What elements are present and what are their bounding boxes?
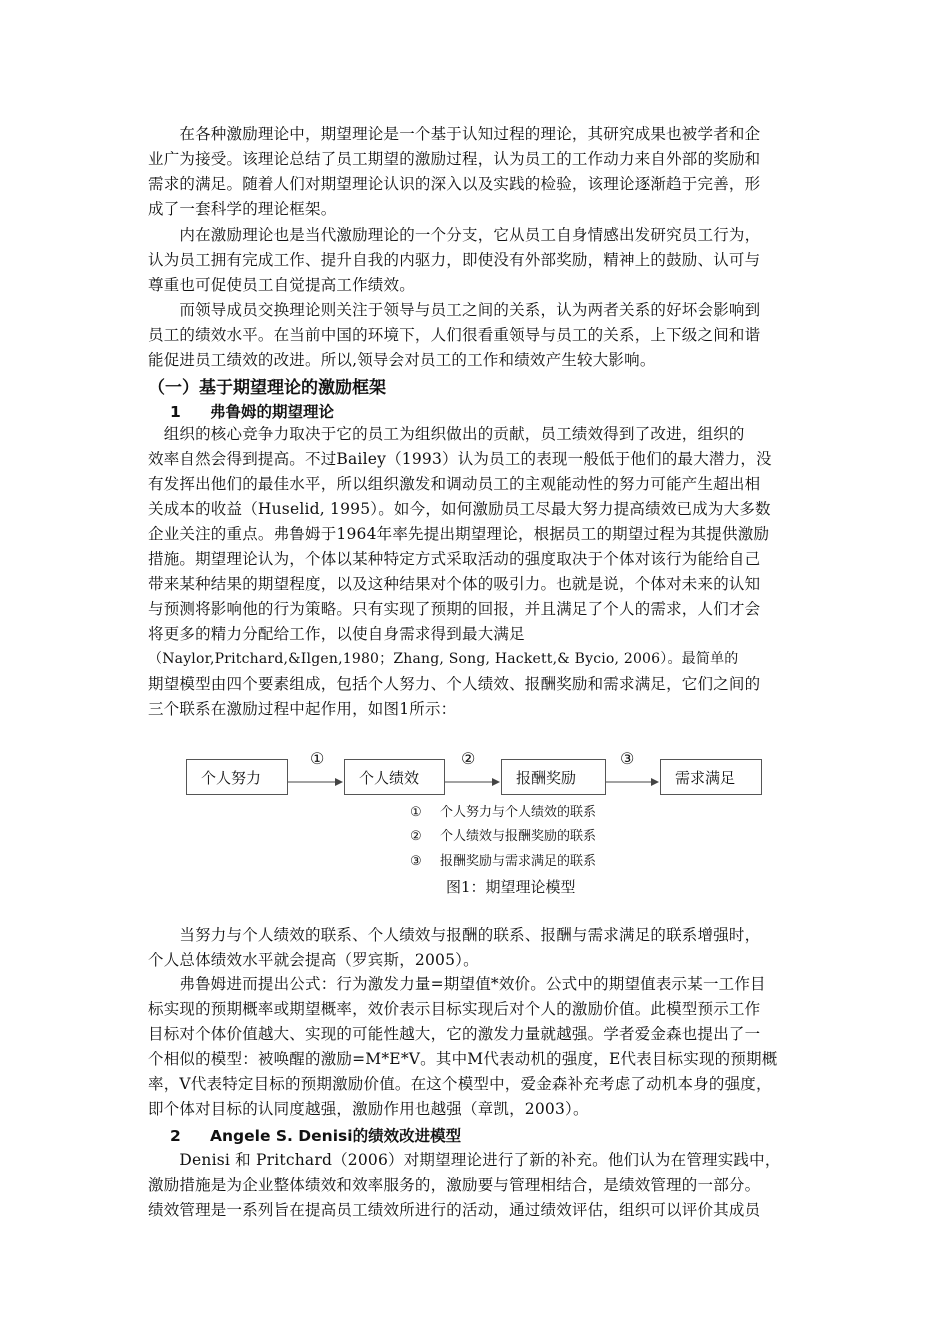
text-line: 成了一套科学的理论框架。 (148, 200, 337, 218)
legend-item (410, 825, 596, 844)
paragraph-4 (148, 422, 822, 722)
text-line: 个相似的模型：被唤醒的激励=M*E*V。其中M代表动机的强度，E代表目标实现的预期概 (148, 1050, 778, 1068)
text-line: 有发挥出他们的最佳水平，所以组织激发和调动员工的主观能动性的努力可能产生超出相 (148, 475, 761, 493)
text-line: （Naylor,Pritchard,&Ilgen,1980；Zhang, Song, Hackett,& Bycio, 2006）。最简单的 (148, 651, 739, 667)
box-personal-effort: 个人努力 (186, 759, 288, 795)
legend-item (410, 801, 596, 820)
legend-marker: ① (410, 805, 422, 820)
text-line: 标实现的预期概率或期望概率，效价表示目标实现后对个人的激励价值。此模型预示工作 (148, 1000, 761, 1018)
legend-marker: ③ (410, 854, 422, 869)
box-reward: 报酬奖励 (501, 759, 606, 795)
text-line: Denisi 和 Pritchard（2006）对期望理论进行了新的补充。他们认为在管理实践中， (148, 1151, 781, 1169)
legend-text: 报酬奖励与需求满足的联系 (440, 854, 597, 869)
link-marker-2: ② (461, 749, 476, 768)
legend-marker: ② (410, 829, 422, 844)
text-line: 个人总体绩效水平就会提高（罗宾斯，2005）。 (148, 951, 479, 969)
text-line: 组织的核心竞争力取决于它的员工为组织做出的贡献，员工绩效得到了改进，组织的 (148, 425, 745, 443)
text-line: 员工的绩效水平。在当前中国的环境下，人们很看重领导与员工的关系，上下级之间和谐 (148, 326, 761, 344)
subsection-title: 弗鲁姆的期望理论 (210, 403, 335, 421)
subsection-heading-2 (170, 1124, 461, 1146)
link-marker-3: ③ (620, 749, 635, 768)
text-line: 效率自然会得到提高。不过Bailey（1993）认为员工的表现一般低于他们的最大潜力，没 (148, 450, 772, 468)
box-need-satisfaction: 需求满足 (660, 759, 762, 795)
text-line: 认为员工拥有完成工作、提升自我的内驱力，即使没有外部奖励，精神上的鼓励、认可与 (148, 251, 761, 269)
paragraph-6 (148, 972, 822, 1122)
text-line: 与预测将影响他的行为策略。只有实现了预期的回报，并且满足了个人的需求，人们才会 (148, 600, 761, 618)
text-line: 即个体对目标的认同度越强，激励作用也越强（章凯，2003）。 (148, 1100, 589, 1118)
text-line: 将更多的精力分配给工作，以使自身需求得到最大满足 (148, 625, 525, 643)
text-line: 当努力与个人绩效的联系、个人绩效与报酬的联系、报酬与需求满足的联系增强时， (148, 926, 761, 944)
text-line: 在各种激励理论中，期望理论是一个基于认知过程的理论，其研究成果也被学者和企 (148, 125, 761, 143)
text-line: 期望模型由四个要素组成，包括个人努力、个人绩效、报酬奖励和需求满足，它们之间的 (148, 675, 761, 693)
text-line: 率，V代表特定目标的预期激励价值。在这个模型中，爱金森补充考虑了动机本身的强度， (148, 1075, 772, 1093)
legend-text: 个人努力与个人绩效的联系 (440, 805, 597, 820)
figure-caption: 图1：期望理论模型 (446, 878, 576, 896)
text-line: 关成本的收益（Huselid, 1995）。如今，如何激励员工尽最大努力提高绩效已成为大多数 (148, 500, 771, 518)
text-line: 绩效管理是一系列旨在提高员工绩效所进行的活动，通过绩效评估，组织可以评价其成员 (148, 1201, 761, 1219)
subsection-number: 2 (170, 1127, 181, 1145)
text-line: 需求的满足。随着人们对期望理论认识的深入以及实践的检验，该理论逐渐趋于完善，形 (148, 175, 761, 193)
paragraph-3 (148, 298, 822, 373)
legend-item (410, 850, 596, 869)
link-marker-1: ① (310, 749, 325, 768)
text-line: 尊重也可促使员工自觉提高工作绩效。 (148, 276, 415, 294)
text-line: 激励措施是为企业整体绩效和效率服务的，激励要与管理相结合，是绩效管理的一部分。 (148, 1176, 761, 1194)
paragraph-7 (148, 1148, 822, 1223)
text-line: 而领导成员交换理论则关注于领导与员工之间的关系，认为两者关系的好坏会影响到 (148, 301, 761, 319)
text-line: 弗鲁姆进而提出公式：行为激发力量=期望值*效价。公式中的期望值表示某一工作目 (148, 975, 766, 993)
paragraph-1 (148, 122, 822, 222)
box-personal-performance: 个人绩效 (344, 759, 445, 795)
text-line: 企业关注的重点。弗鲁姆于1964年率先提出期望理论，根据员工的期望过程为其提供激励 (148, 525, 770, 543)
text-line: 措施。期望理论认为，个体以某种特定方式采取活动的强度取决于个体对该行为能给自己 (148, 550, 761, 568)
paragraph-2 (148, 223, 822, 298)
section-heading: （一）基于期望理论的激励框架 (148, 378, 386, 398)
text-line: 内在激励理论也是当代激励理论的一个分支，它从员工自身情感出发研究员工行为， (148, 226, 761, 244)
legend-text: 个人绩效与报酬奖励的联系 (440, 829, 597, 844)
subsection-heading-1 (170, 400, 334, 422)
text-line: 能促进员工绩效的改进。所以,领导会对员工的工作和绩效产生较大影响。 (148, 351, 656, 369)
paragraph-5 (148, 923, 822, 973)
text-line: 目标对个体价值越大、实现的可能性越大，它的激发力量就越强。学者爱金森也提出了一 (148, 1025, 761, 1043)
text-line: 业广为接受。该理论总结了员工期望的激励过程，认为员工的工作动力来自外部的奖励和 (148, 150, 761, 168)
text-line: 带来某种结果的期望程度，以及这种结果对个体的吸引力。也就是说，个体对未来的认知 (148, 575, 761, 593)
text-line: 三个联系在激励过程中起作用，如图1所示： (148, 700, 457, 718)
subsection-title: Angele S. Denisi的绩效改进模型 (210, 1127, 462, 1145)
subsection-number: 1 (170, 403, 181, 421)
